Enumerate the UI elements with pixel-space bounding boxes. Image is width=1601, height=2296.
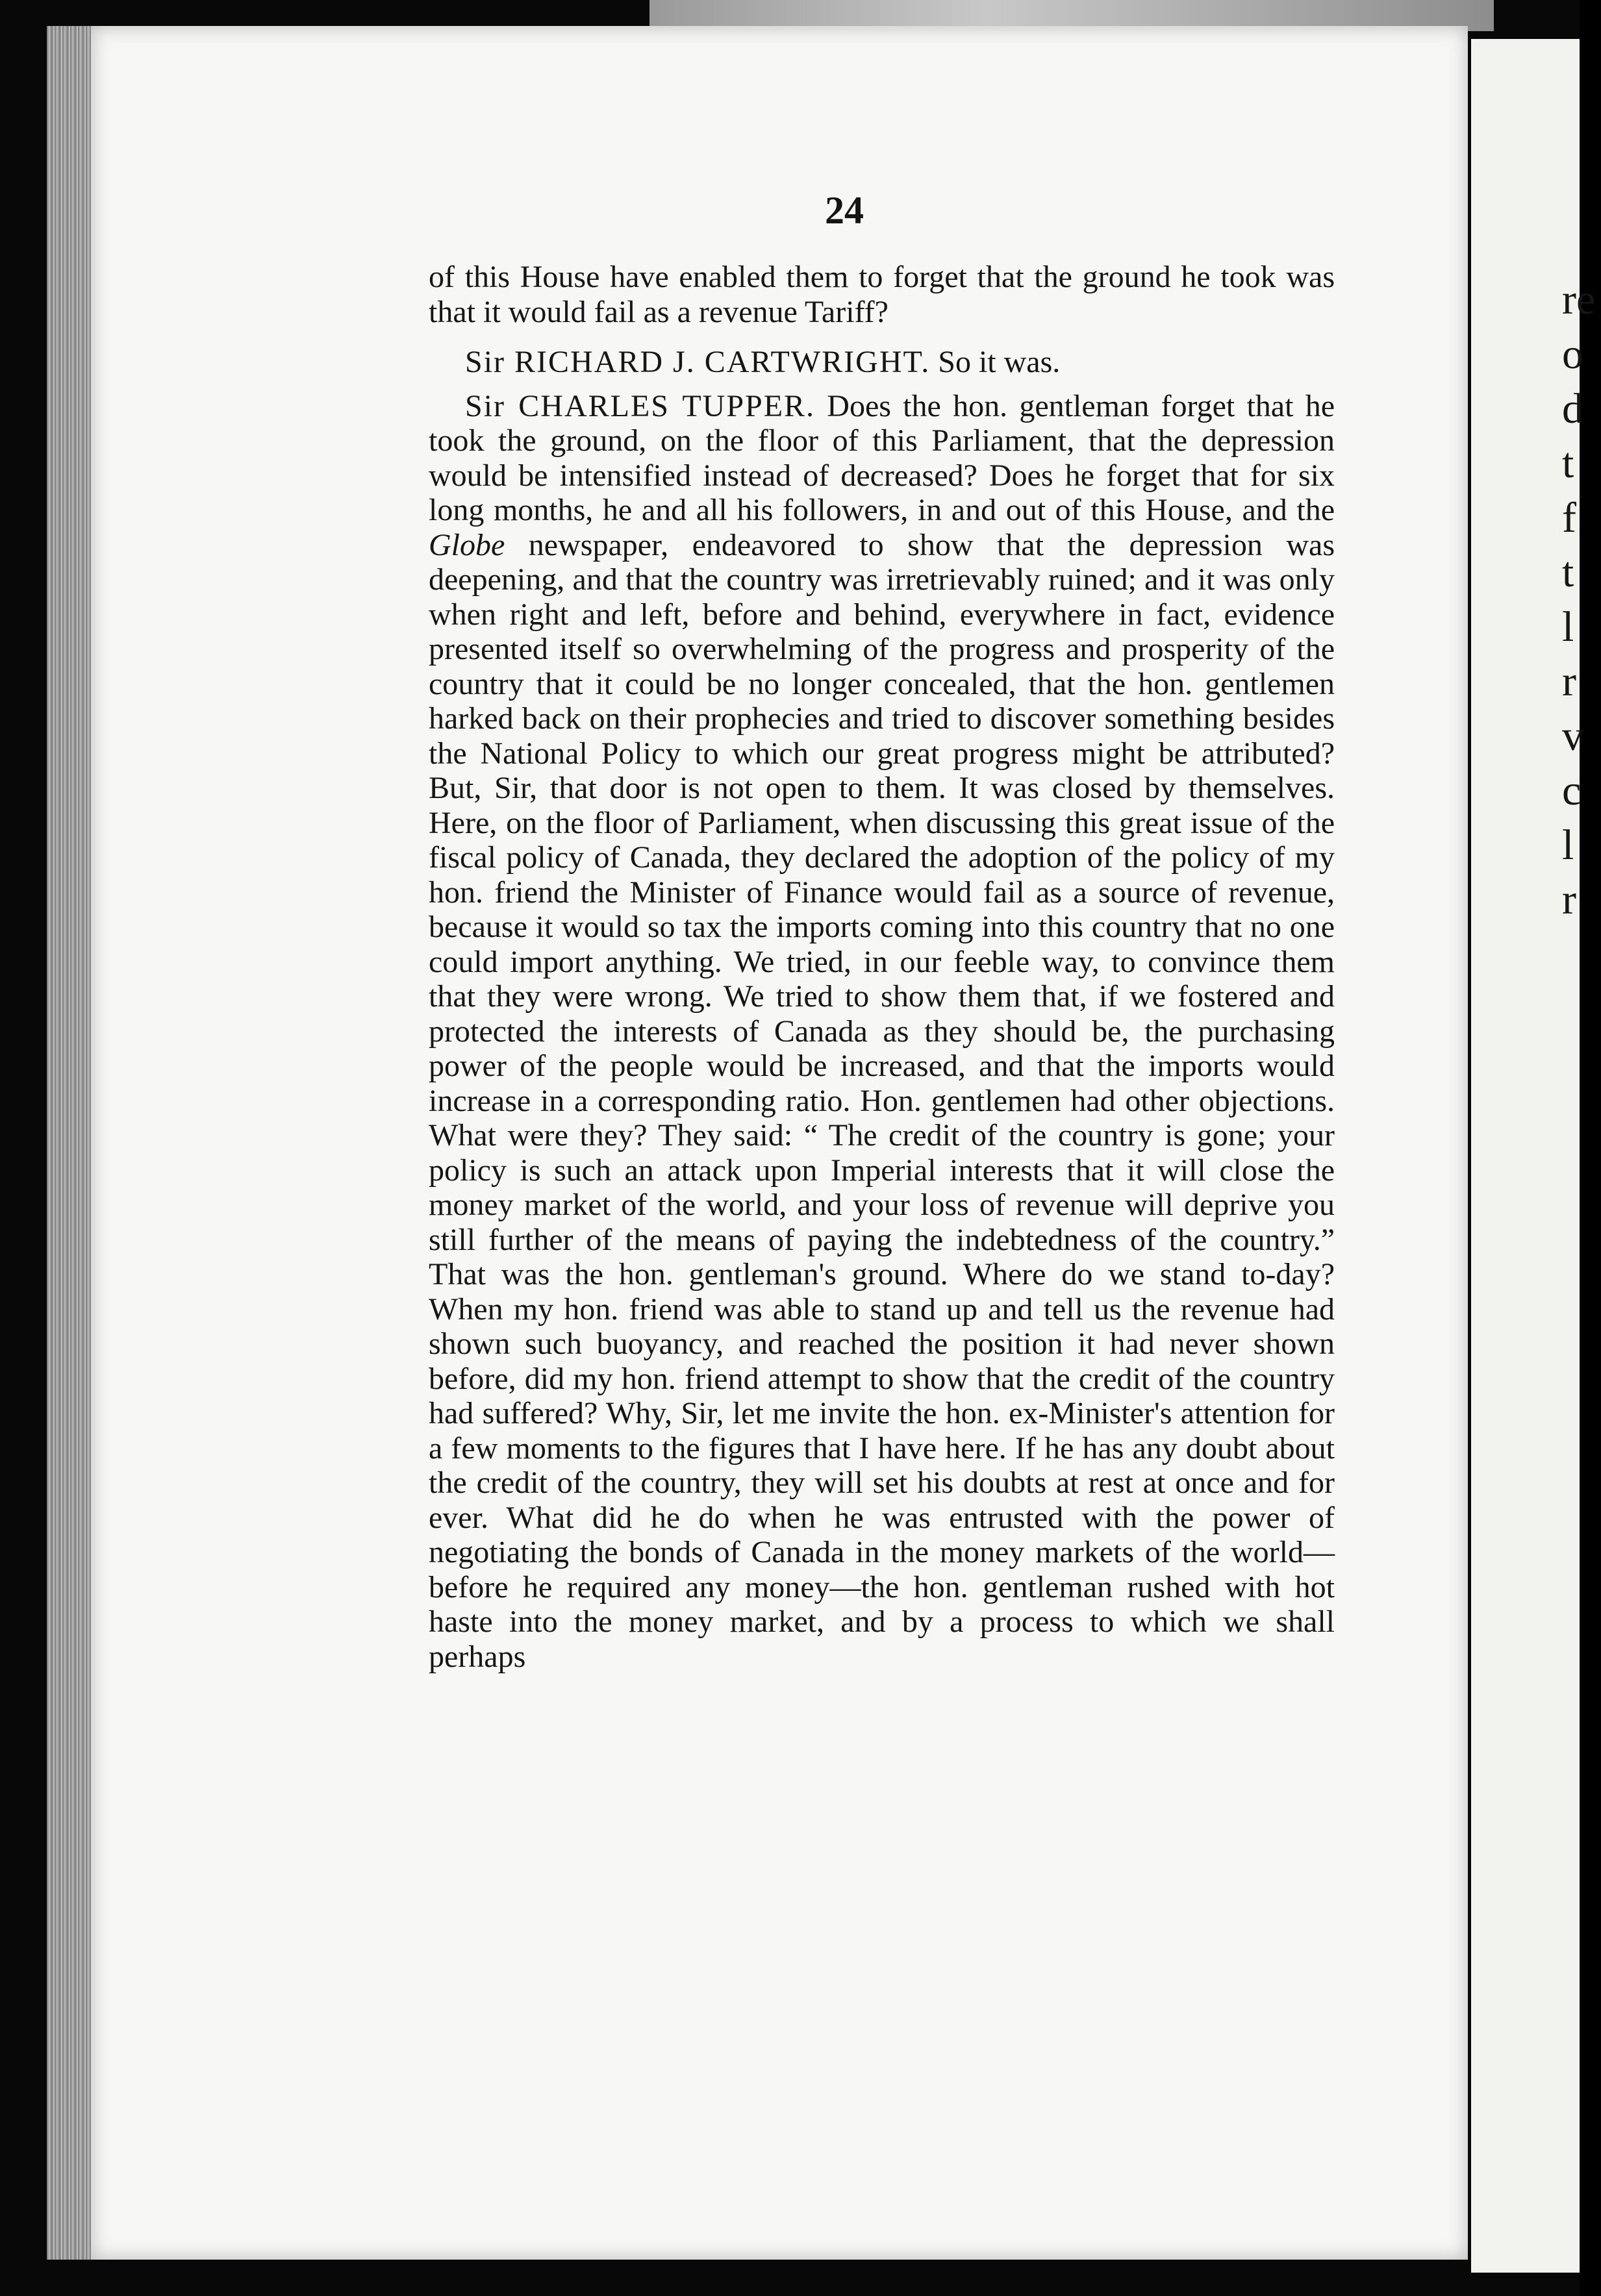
paragraph-text: Does the hon. gentleman forget that he took the ground, on the floor of this Parliament, that the depression would be intensified instead of decreased? Does he forget that for six long months, he and all his followers, in and out of this House, and the: [429, 388, 1335, 527]
paragraph-tupper: [429, 389, 1335, 1675]
facing-page-text-fragments: [1562, 273, 1601, 927]
facing-page-fragment: f: [1562, 494, 1576, 542]
facing-page-fragment: c: [1562, 767, 1582, 814]
paragraph-text: newspaper, endeavored to show that the depression was deepening, and that the country was irretrievably ruined; and it was only when right and left, before and behind, everywhere in fact, evidence presented itself so overwhelming of the progress and prosperity of the country that it could be no longer concealed, that the hon. gentlemen harked back on their prophecies and tried to discover something besides the National Policy to which our great progress might be attributed? But, Sir, that door is not open to them. It was closed by themselves. Here, on the floor of Parliament, when discussing this great issue of the fiscal policy of Canada, they declared the adoption of the policy of my hon. friend the Minister of Finance would fail as a source of revenue, because it would so tax the imports coming into this country that no one could import anything. We tried, in our feeble way, to convince them that they were wrong. We tried to show them that, if we fostered and protected the interests of Canada as they should be, the purchasing power of the people would be increased, and that the imports would increase in a corresponding ratio. Hon. gentlemen had other objections. What were they? They said: “ The credit of the country is gone; your policy is such an attack upon Imperial interests that it will close the money market of the world, and your loss of revenue will deprive you still further of the means of paying the indebtedness of the country.” That was the hon. gentleman's ground. Where do we stand to-day? When my hon. friend was able to stand up and tell us the revenue had shown such buoyancy, and reached the position it had never shown before, did my hon. friend attempt to show that the credit of the country had suffered? Why, Sir, let me invite the hon. ex-Minister's attention for a few moments to the figures that I have here. If he has any doubt about the credit of the country, they will set his doubts at rest at once and for ever. What did he do when he was entrusted with the power of negotiating the bonds of Canada in the money markets of the world—before he required any money—the hon. gentleman rushed with hot haste into the money market, and by a process to which we shall perhaps: [429, 527, 1335, 1674]
facing-page-fragment: t: [1562, 549, 1574, 596]
facing-page-fragment: o: [1562, 331, 1583, 378]
facing-page-fragment: re: [1562, 276, 1596, 323]
paragraph-cartwright: [429, 345, 1335, 380]
facing-page-fragment: v: [1562, 712, 1583, 760]
speaker-name: Sir CHARLES TUPPER.: [465, 388, 816, 423]
facing-page-fragment: d: [1562, 385, 1583, 432]
facing-page-fragment: t: [1562, 440, 1574, 487]
facing-page-fragment: r: [1562, 658, 1576, 705]
paragraph-continuation: [429, 260, 1335, 329]
page-number: 24: [825, 189, 864, 232]
facing-page: [1471, 39, 1596, 2273]
facing-page-fragment: l: [1562, 821, 1574, 869]
newspaper-title: Globe: [429, 527, 505, 562]
paragraph-text: of this House have enabled them to forget that the ground he took was that it would fail as a revenue Tariff?: [429, 260, 1335, 329]
document-body: [429, 260, 1335, 1674]
facing-page-fragment: r: [1562, 876, 1576, 923]
paragraph-text: So it was.: [930, 345, 1061, 379]
facing-page-fragment: l: [1562, 603, 1574, 651]
speaker-name: Sir RICHARD J. CARTWRIGHT.: [465, 345, 931, 379]
